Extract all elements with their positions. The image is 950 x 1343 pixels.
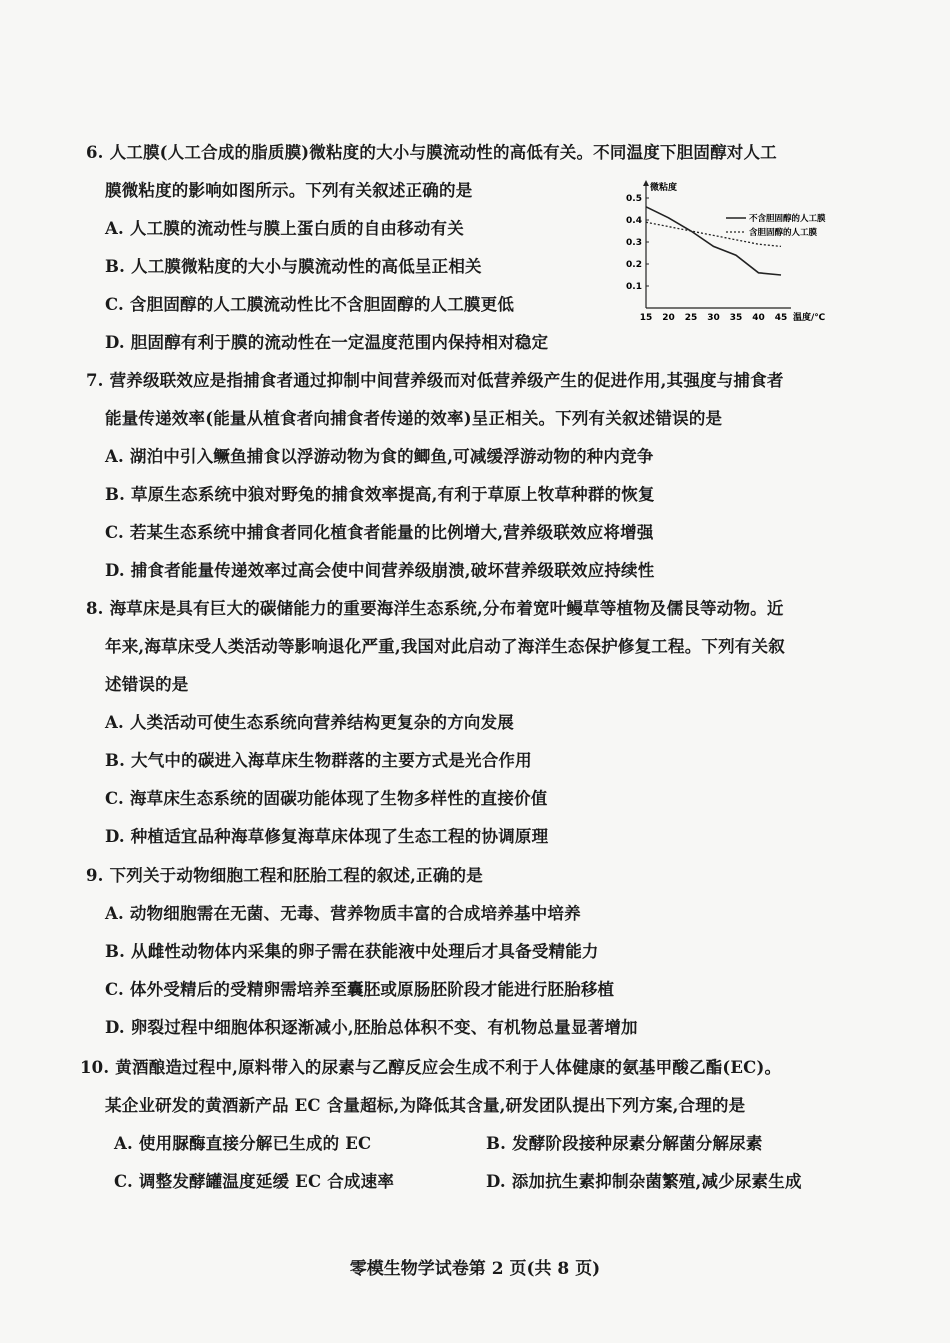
q6-stem-line2: 膜微粘度的影响如图所示。下列有关叙述正确的是	[105, 181, 473, 200]
q6-stem-line1: 6. 人工膜(人工合成的脂质膜)微粘度的大小与膜流动性的高低有关。不同温度下胆固醇对人工	[86, 143, 777, 162]
page-footer: 零模生物学试卷第 2 页(共 8 页)	[349, 1259, 601, 1279]
q10-option-c: C. 调整发酵罐温度延缓 EC 合成速率	[114, 1172, 395, 1191]
q8-option-b: B. 大气中的碳进入海草床生物群落的主要方式是光合作用	[105, 751, 532, 770]
x-tick-label: 40	[752, 313, 765, 323]
q9-option-a: A. 动物细胞需在无菌、无毒、营养物质丰富的合成培养基中培养	[105, 904, 581, 923]
legend-label-2: 含胆固醇的人工膜	[749, 228, 818, 238]
y-tick-label: 0.3	[626, 238, 642, 248]
q10-stem-line1: 10. 黄酒酿造过程中,原料带入的尿素与乙醇反应会生成不利于人体健康的氨基甲酸乙酯(EC)。	[80, 1058, 782, 1077]
y-tick-label: 0.2	[626, 260, 642, 270]
q9-stem-line1: 9. 下列关于动物细胞工程和胚胎工程的叙述,正确的是	[86, 866, 483, 885]
x-tick-label: 20	[662, 313, 675, 323]
q7-option-d: D. 捕食者能量传递效率过高会使中间营养级崩溃,破坏营养级联效应持续性	[105, 561, 655, 580]
y-tick-label: 0.5	[626, 194, 642, 204]
q6-option-c: C. 含胆固醇的人工膜流动性比不含胆固醇的人工膜更低	[105, 295, 515, 314]
q6-option-a: A. 人工膜的流动性与膜上蛋白质的自由移动有关	[105, 219, 464, 238]
q9-option-b: B. 从雌性动物体内采集的卵子需在获能液中处理后才具备受精能力	[105, 942, 599, 961]
q7-option-b: B. 草原生态系统中狼对野兔的捕食效率提高,有利于草原上牧草种群的恢复	[105, 485, 655, 504]
q7-option-a: A. 湖泊中引入鳜鱼捕食以浮游动物为食的鲫鱼,可减缓浮游动物的种内竞争	[105, 447, 654, 466]
y-tick-label: 0.4	[626, 216, 642, 226]
q7-stem-line2: 能量传递效率(能量从植食者向捕食者传递的效率)呈正相关。下列有关叙述错误的是	[105, 409, 723, 428]
q9-option-d: D. 卵裂过程中细胞体积逐渐减小,胚胎总体积不变、有机物总量显著增加	[105, 1018, 638, 1037]
q8-option-a: A. 人类活动可使生态系统向营养结构更复杂的方向发展	[105, 713, 514, 732]
y-axis-label: 微粘度	[650, 183, 678, 193]
x-tick-label: 35	[729, 313, 743, 323]
q7-stem-line1: 7. 营养级联效应是指捕食者通过抑制中间营养级而对低营养级产生的促进作用,其强度与捕食者	[86, 371, 784, 390]
q9-option-c: C. 体外受精后的受精卵需培养至囊胚或原肠胚阶段才能进行胚胎移植	[105, 980, 615, 999]
q8-stem-line3: 述错误的是	[105, 675, 189, 694]
x-tick-label: 45	[774, 313, 788, 323]
q6-option-d: D. 胆固醇有利于膜的流动性在一定温度范围内保持相对稳定	[105, 333, 549, 352]
y-tick-label: 0.1	[626, 282, 642, 292]
chart-legend	[726, 213, 826, 238]
q10-option-a: A. 使用脲酶直接分解已生成的 EC	[114, 1134, 372, 1153]
x-tick-label: 25	[684, 313, 698, 323]
chart-axes	[643, 180, 825, 323]
legend-label-1: 不含胆固醇的人工膜	[749, 214, 826, 224]
q8-stem-line1: 8. 海草床是具有巨大的碳储能力的重要海洋生态系统,分布着宽叶鳗草等植物及儒艮等动物。近	[86, 599, 784, 618]
x-tick-label: 15	[639, 313, 653, 323]
q6-option-b: B. 人工膜微粘度的大小与膜流动性的高低呈正相关	[105, 257, 482, 276]
q10-stem-line2: 某企业研发的黄酒新产品 EC 含量超标,为降低其含量,研发团队提出下列方案,合理的是	[105, 1096, 746, 1115]
q7-option-c: C. 若某生态系统中捕食者同化植食者能量的比例增大,营养级联效应将增强	[105, 523, 654, 542]
viscosity-chart	[606, 176, 881, 328]
x-axis-label: 温度/℃	[793, 313, 826, 323]
y-axis-arrow	[643, 180, 649, 186]
q8-option-d: D. 种植适宜品种海草修复海草床体现了生态工程的协调原理	[105, 827, 549, 846]
q8-stem-line2: 年来,海草床受人类活动等影响退化严重,我国对此启动了海洋生态保护修复工程。下列有关叙	[105, 637, 785, 656]
q10-option-b: B. 发酵阶段接种尿素分解菌分解尿素	[486, 1134, 763, 1153]
x-tick-label: 30	[707, 313, 720, 323]
q8-option-c: C. 海草床生态系统的固碳功能体现了生物多样性的直接价值	[105, 789, 548, 808]
q10-option-d: D. 添加抗生素抑制杂菌繁殖,减少尿素生成	[486, 1172, 802, 1191]
